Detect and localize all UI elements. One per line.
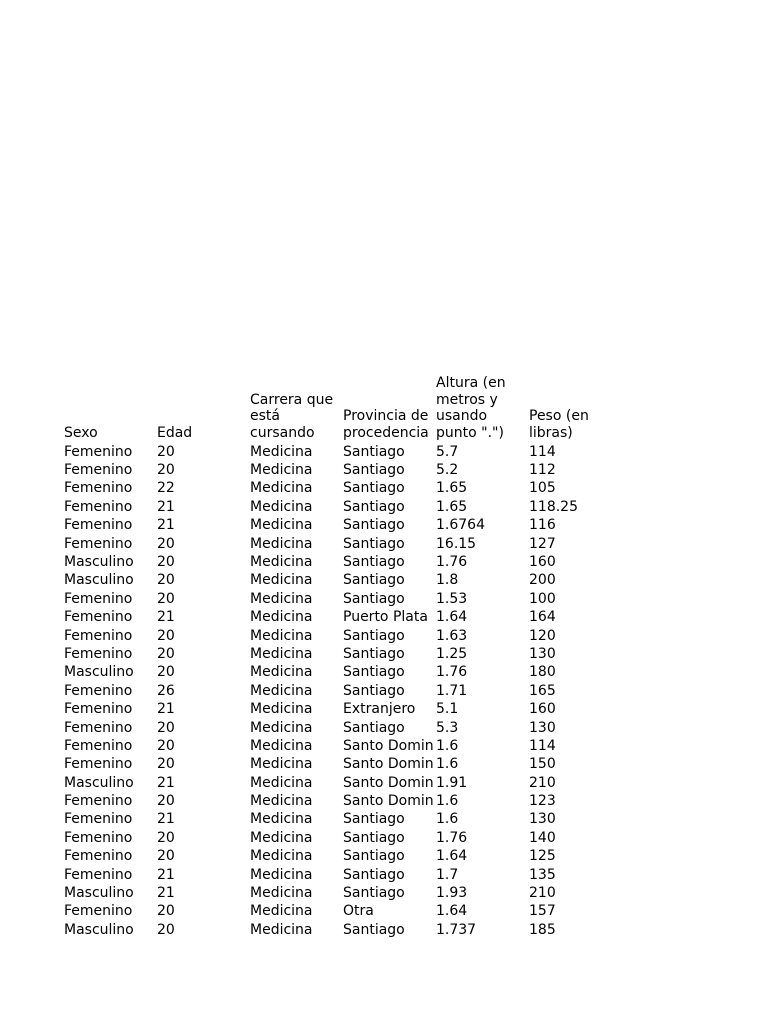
cell-carrera: Medicina — [250, 590, 313, 607]
cell-peso: 165 — [529, 682, 556, 699]
cell-edad: 20 — [157, 664, 175, 681]
table-row — [64, 644, 622, 662]
cell-edad: 20 — [157, 921, 175, 938]
cell-provincia: Santiago — [343, 627, 405, 644]
table-row — [64, 883, 622, 901]
header-provincia: Provincia de procedencia — [343, 408, 429, 441]
cell-altura: 1.65 — [436, 480, 468, 497]
cell-edad: 20 — [157, 903, 175, 920]
table-row — [64, 681, 622, 699]
cell-provincia: Extranjero — [343, 701, 416, 718]
cell-provincia: Santiago — [343, 590, 405, 607]
cell-altura: 1.25 — [436, 645, 468, 662]
cell-peso: 150 — [529, 756, 556, 773]
cell-carrera: Medicina — [250, 921, 313, 938]
cell-sexo: Femenino — [64, 829, 133, 846]
cell-provincia: Santiago — [343, 848, 405, 865]
cell-edad: 20 — [157, 572, 175, 589]
cell-carrera: Medicina — [250, 793, 313, 810]
cell-provincia: Santiago — [343, 682, 405, 699]
table-row — [64, 442, 622, 460]
cell-edad: 26 — [157, 682, 175, 699]
cell-peso: 127 — [529, 535, 556, 552]
cell-provincia: Santiago — [343, 664, 405, 681]
cell-peso: 160 — [529, 701, 556, 718]
cell-sexo: Masculino — [64, 921, 134, 938]
cell-sexo: Masculino — [64, 774, 134, 791]
cell-sexo: Masculino — [64, 554, 134, 571]
cell-peso: 116 — [529, 517, 556, 534]
cell-edad: 20 — [157, 554, 175, 571]
cell-sexo: Femenino — [64, 701, 133, 718]
cell-carrera: Medicina — [250, 443, 313, 460]
cell-carrera: Medicina — [250, 701, 313, 718]
table-row — [64, 479, 622, 497]
cell-altura: 1.64 — [436, 609, 468, 626]
table-row — [64, 846, 622, 864]
cell-provincia: Santiago — [343, 498, 405, 515]
cell-carrera: Medicina — [250, 645, 313, 662]
cell-altura: 5.1 — [436, 701, 459, 718]
table-row — [64, 902, 622, 920]
cell-sexo: Femenino — [64, 645, 133, 662]
cell-carrera: Medicina — [250, 480, 313, 497]
cell-provincia: Santiago — [343, 480, 405, 497]
cell-altura: 1.8 — [436, 572, 459, 589]
cell-provincia: Santiago — [343, 885, 405, 902]
cell-peso: 130 — [529, 645, 556, 662]
cell-provincia: Santiago — [343, 554, 405, 571]
header-peso: Peso (en libras) — [529, 408, 589, 441]
header-altura: Altura (en metros y usando punto ".") — [436, 375, 506, 441]
cell-altura: 1.53 — [436, 590, 468, 607]
cell-edad: 20 — [157, 737, 175, 754]
cell-edad: 20 — [157, 462, 175, 479]
cell-carrera: Medicina — [250, 627, 313, 644]
cell-carrera: Medicina — [250, 498, 313, 515]
cell-edad: 21 — [157, 517, 175, 534]
cell-provincia: Santiago — [343, 719, 405, 736]
cell-altura: 1.76 — [436, 554, 468, 571]
cell-provincia: Puerto Plata — [343, 609, 428, 626]
cell-provincia: Santiago — [343, 921, 405, 938]
cell-sexo: Masculino — [64, 572, 134, 589]
cell-sexo: Femenino — [64, 811, 133, 828]
cell-altura: 1.7 — [436, 866, 459, 883]
cell-sexo: Femenino — [64, 627, 133, 644]
cell-carrera: Medicina — [250, 737, 313, 754]
table-row — [64, 571, 622, 589]
cell-carrera: Medicina — [250, 719, 313, 736]
table-row — [64, 663, 622, 681]
cell-sexo: Masculino — [64, 664, 134, 681]
table-row — [64, 865, 622, 883]
cell-altura: 1.6 — [436, 737, 459, 754]
cell-carrera: Medicina — [250, 829, 313, 846]
cell-edad: 20 — [157, 535, 175, 552]
cell-carrera: Medicina — [250, 664, 313, 681]
cell-altura: 1.64 — [436, 903, 468, 920]
table-row — [64, 773, 622, 791]
cell-peso: 118.25 — [529, 498, 578, 515]
cell-sexo: Femenino — [64, 866, 133, 883]
table-row — [64, 515, 622, 533]
cell-altura: 1.63 — [436, 627, 468, 644]
cell-sexo: Femenino — [64, 609, 133, 626]
cell-carrera: Medicina — [250, 682, 313, 699]
cell-altura: 1.6 — [436, 811, 459, 828]
cell-edad: 21 — [157, 866, 175, 883]
table-row — [64, 736, 622, 754]
cell-altura: 1.71 — [436, 682, 468, 699]
cell-peso: 125 — [529, 848, 556, 865]
cell-provincia: Santiago — [343, 443, 405, 460]
cell-provincia: Otra — [343, 903, 374, 920]
table-body — [64, 442, 622, 939]
cell-edad: 20 — [157, 627, 175, 644]
cell-peso: 114 — [529, 737, 556, 754]
table-row — [64, 699, 622, 717]
cell-carrera: Medicina — [250, 866, 313, 883]
cell-provincia: Santiago — [343, 572, 405, 589]
cell-altura: 1.76 — [436, 829, 468, 846]
cell-edad: 22 — [157, 480, 175, 497]
table-row — [64, 718, 622, 736]
cell-provincia: Santo Domin — [343, 737, 434, 754]
cell-altura: 1.91 — [436, 774, 468, 791]
cell-edad: 20 — [157, 443, 175, 460]
cell-carrera: Medicina — [250, 885, 313, 902]
cell-edad: 21 — [157, 701, 175, 718]
header-sexo: Sexo — [64, 424, 98, 441]
cell-altura: 5.2 — [436, 462, 459, 479]
cell-peso: 157 — [529, 903, 556, 920]
cell-sexo: Femenino — [64, 756, 133, 773]
table-row — [64, 626, 622, 644]
cell-peso: 164 — [529, 609, 556, 626]
table-row — [64, 589, 622, 607]
cell-peso: 180 — [529, 664, 556, 681]
cell-sexo: Femenino — [64, 793, 133, 810]
table-row — [64, 791, 622, 809]
cell-peso: 130 — [529, 719, 556, 736]
cell-altura: 1.76 — [436, 664, 468, 681]
cell-altura: 1.65 — [436, 498, 468, 515]
cell-sexo: Femenino — [64, 443, 133, 460]
cell-edad: 20 — [157, 756, 175, 773]
table-row — [64, 534, 622, 552]
cell-provincia: Santiago — [343, 517, 405, 534]
cell-sexo: Femenino — [64, 848, 133, 865]
cell-peso: 114 — [529, 443, 556, 460]
cell-altura: 1.6 — [436, 756, 459, 773]
table-row — [64, 810, 622, 828]
data-table — [64, 375, 622, 938]
cell-carrera: Medicina — [250, 774, 313, 791]
cell-carrera: Medicina — [250, 756, 313, 773]
cell-sexo: Femenino — [64, 737, 133, 754]
cell-sexo: Femenino — [64, 462, 133, 479]
cell-altura: 5.3 — [436, 719, 459, 736]
cell-provincia: Santiago — [343, 645, 405, 662]
cell-sexo: Masculino — [64, 885, 134, 902]
cell-carrera: Medicina — [250, 517, 313, 534]
cell-peso: 210 — [529, 885, 556, 902]
header-row — [64, 375, 622, 442]
cell-peso: 200 — [529, 572, 556, 589]
cell-sexo: Femenino — [64, 682, 133, 699]
cell-edad: 21 — [157, 774, 175, 791]
header-edad: Edad — [157, 424, 193, 441]
cell-provincia: Santiago — [343, 866, 405, 883]
cell-altura: 1.93 — [436, 885, 468, 902]
cell-provincia: Santiago — [343, 811, 405, 828]
cell-edad: 20 — [157, 590, 175, 607]
cell-sexo: Femenino — [64, 480, 133, 497]
cell-edad: 20 — [157, 645, 175, 662]
cell-sexo: Femenino — [64, 903, 133, 920]
cell-peso: 100 — [529, 590, 556, 607]
cell-carrera: Medicina — [250, 462, 313, 479]
cell-altura: 5.7 — [436, 443, 459, 460]
cell-sexo: Femenino — [64, 590, 133, 607]
table-row — [64, 552, 622, 570]
cell-peso: 140 — [529, 829, 556, 846]
cell-edad: 20 — [157, 829, 175, 846]
cell-provincia: Santo Domin — [343, 774, 434, 791]
cell-provincia: Santiago — [343, 535, 405, 552]
cell-altura: 1.64 — [436, 848, 468, 865]
table-row — [64, 607, 622, 625]
cell-peso: 135 — [529, 866, 556, 883]
cell-edad: 20 — [157, 719, 175, 736]
cell-peso: 120 — [529, 627, 556, 644]
cell-altura: 1.737 — [436, 921, 477, 938]
cell-sexo: Femenino — [64, 517, 133, 534]
cell-provincia: Santiago — [343, 462, 405, 479]
cell-carrera: Medicina — [250, 572, 313, 589]
table-row — [64, 497, 622, 515]
cell-peso: 130 — [529, 811, 556, 828]
table-row — [64, 920, 622, 938]
cell-carrera: Medicina — [250, 609, 313, 626]
cell-sexo: Femenino — [64, 498, 133, 515]
cell-carrera: Medicina — [250, 903, 313, 920]
cell-edad: 21 — [157, 498, 175, 515]
cell-edad: 20 — [157, 793, 175, 810]
cell-provincia: Santiago — [343, 829, 405, 846]
cell-peso: 210 — [529, 774, 556, 791]
cell-carrera: Medicina — [250, 535, 313, 552]
cell-altura: 1.6 — [436, 793, 459, 810]
cell-peso: 112 — [529, 462, 556, 479]
cell-provincia: Santo Domin — [343, 793, 434, 810]
cell-altura: 1.6764 — [436, 517, 485, 534]
cell-edad: 21 — [157, 811, 175, 828]
cell-sexo: Femenino — [64, 719, 133, 736]
cell-peso: 185 — [529, 921, 556, 938]
cell-peso: 123 — [529, 793, 556, 810]
cell-edad: 21 — [157, 609, 175, 626]
cell-sexo: Femenino — [64, 535, 133, 552]
cell-provincia: Santo Domin — [343, 756, 434, 773]
cell-edad: 20 — [157, 848, 175, 865]
cell-edad: 21 — [157, 885, 175, 902]
cell-peso: 160 — [529, 554, 556, 571]
cell-carrera: Medicina — [250, 811, 313, 828]
header-carrera: Carrera que está cursando — [250, 391, 334, 441]
cell-peso: 105 — [529, 480, 556, 497]
cell-altura: 16.15 — [436, 535, 477, 552]
table-row — [64, 828, 622, 846]
cell-carrera: Medicina — [250, 848, 313, 865]
cell-carrera: Medicina — [250, 554, 313, 571]
table-row — [64, 755, 622, 773]
table-row — [64, 460, 622, 478]
table-header — [64, 375, 622, 442]
